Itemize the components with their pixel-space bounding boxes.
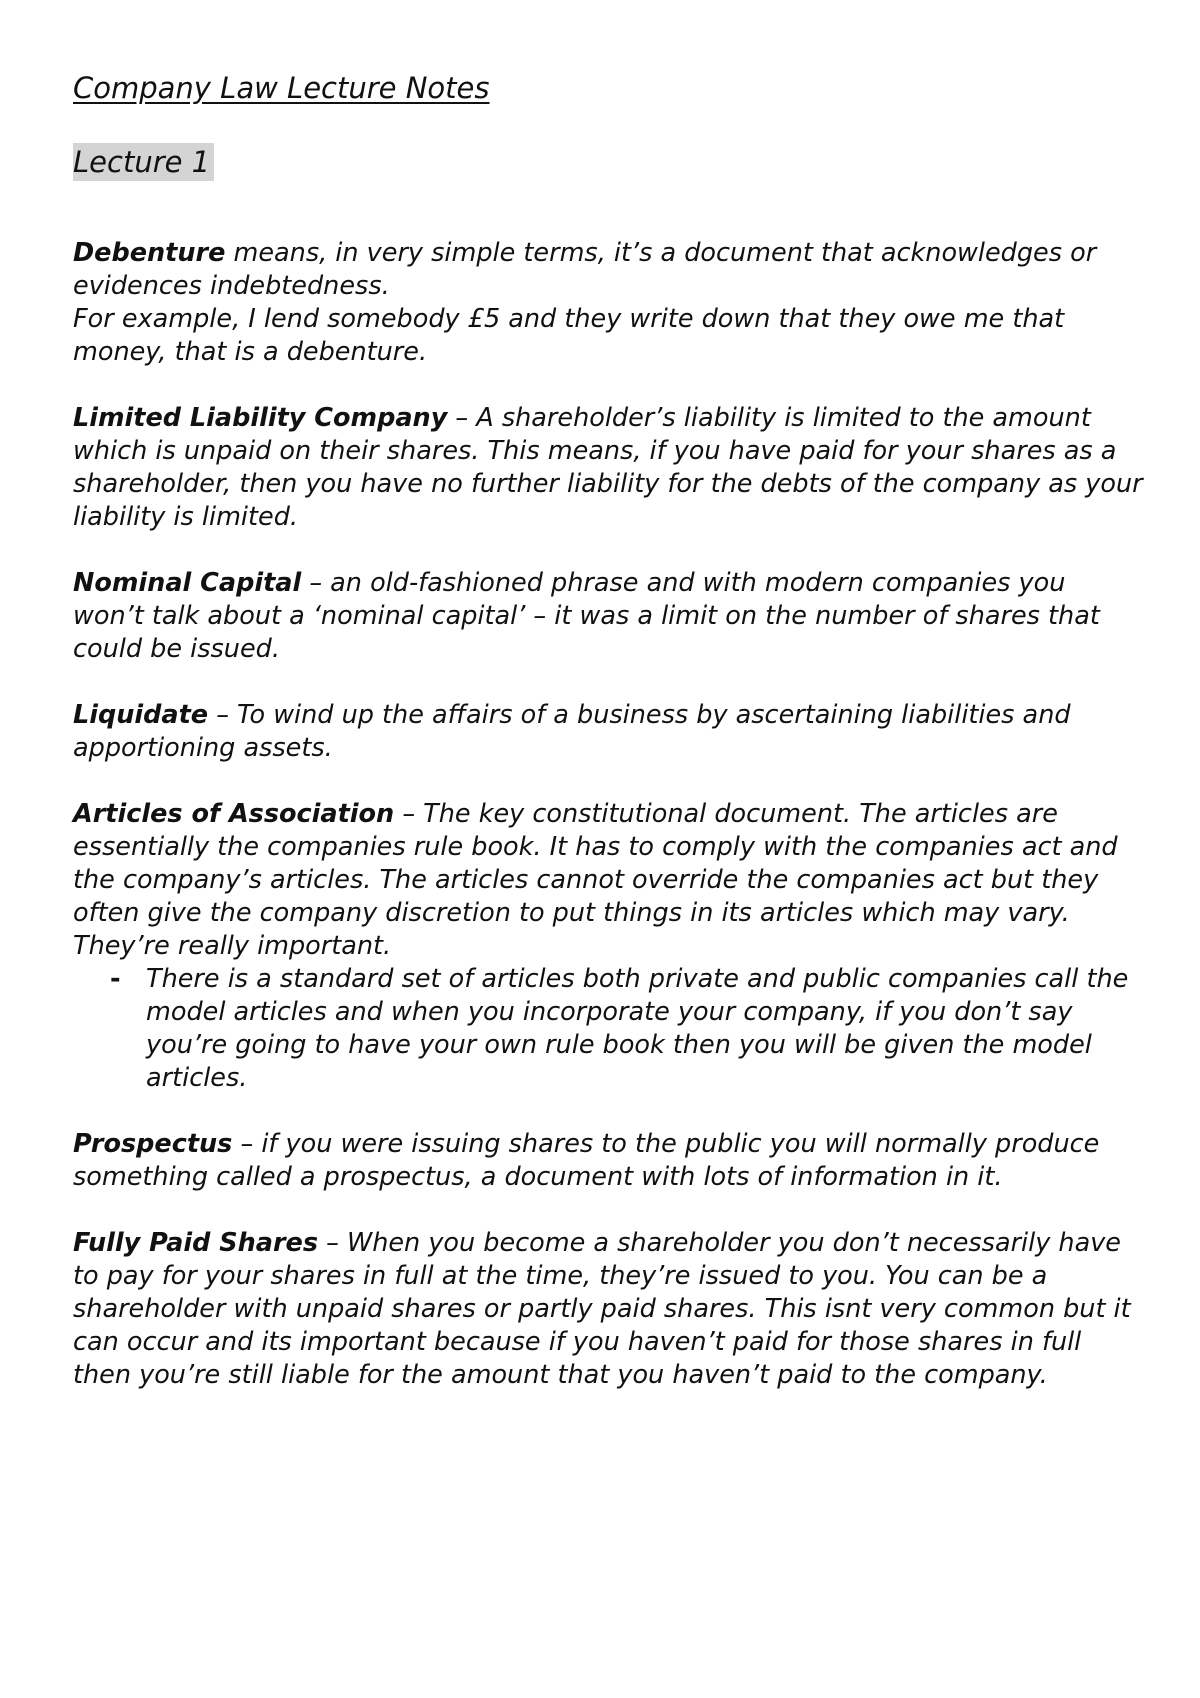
definition-term: Prospectus [73,1129,233,1160]
document-title: Company Law Lecture Notes [73,71,490,105]
definition-example: For example, I lend somebody £5 and they write down that they owe me that money, that is a debenture. [73,304,1065,368]
definition-text: – A shareholder’s liability is limited to the amount which is unpaid on their shares. This means, if you have paid for your shares as a shareholder, then you have no further liability for the debts of the company as your liability is limited. [73,403,1143,533]
bullet-dash: - [110,964,121,995]
definition-text: – if you were issuing shares to the public you will normally produce something called a prospectus, a document with lots of information in it. [73,1129,1100,1193]
definition-fully-paid-shares [73,1227,1143,1392]
definition-text: – an old-fashioned phrase and with modern companies you won’t talk about a ‘nominal capital’ – it was a limit on the number of shares that could be issued. [73,568,1100,665]
definition-limited-liability-company [73,402,1143,534]
bullet-item-model-articles [110,963,1143,1095]
definition-text: – When you become a shareholder you don’t necessarily have to pay for your shares in full at the time, they’re issued to you. You can be a shareholder with unpaid shares or partly paid shares. This isnt very common but it can occur and its important because if you haven’t paid for those shares in full then you’re still liable for the amount that you haven’t paid to the company. [73,1228,1131,1391]
definition-nominal-capital [73,567,1143,666]
definitions-list [73,237,1143,1392]
definition-prospectus [73,1128,1143,1194]
definition-term: Fully Paid Shares [73,1228,319,1259]
document-page [73,70,1143,1392]
definition-articles-of-association [73,798,1143,1095]
lecture-heading-wrapper [73,106,1143,205]
definition-debenture [73,237,1143,369]
definition-text: – To wind up the affairs of a business by ascertaining liabilities and apportioning assets. [73,700,1071,764]
definition-term: Limited Liability Company [73,403,448,434]
definition-term: Articles of Association [73,799,395,830]
definition-text: means, in very simple terms, it’s a document that acknowledges or evidences indebtedness. [73,238,1097,302]
definition-term: Nominal Capital [73,568,302,599]
bullet-list [73,963,1143,1095]
definition-text: – The key constitutional document. The articles are essentially the companies rule book. It has to comply with the companies act and the company’s articles. The articles cannot override the companies act but they often give the company discretion to put things in its articles which may vary. They’re really important. [73,799,1118,962]
lecture-heading: Lecture 1 [73,143,214,181]
definition-term: Liquidate [73,700,209,731]
definition-term: Debenture [73,238,226,269]
definition-liquidate [73,699,1143,765]
bullet-text: There is a standard set of articles both private and public companies call the model articles and when you incorporate your company, if you don’t say you’re going to have your own rule book then you will be given the model articles. [146,964,1129,1094]
